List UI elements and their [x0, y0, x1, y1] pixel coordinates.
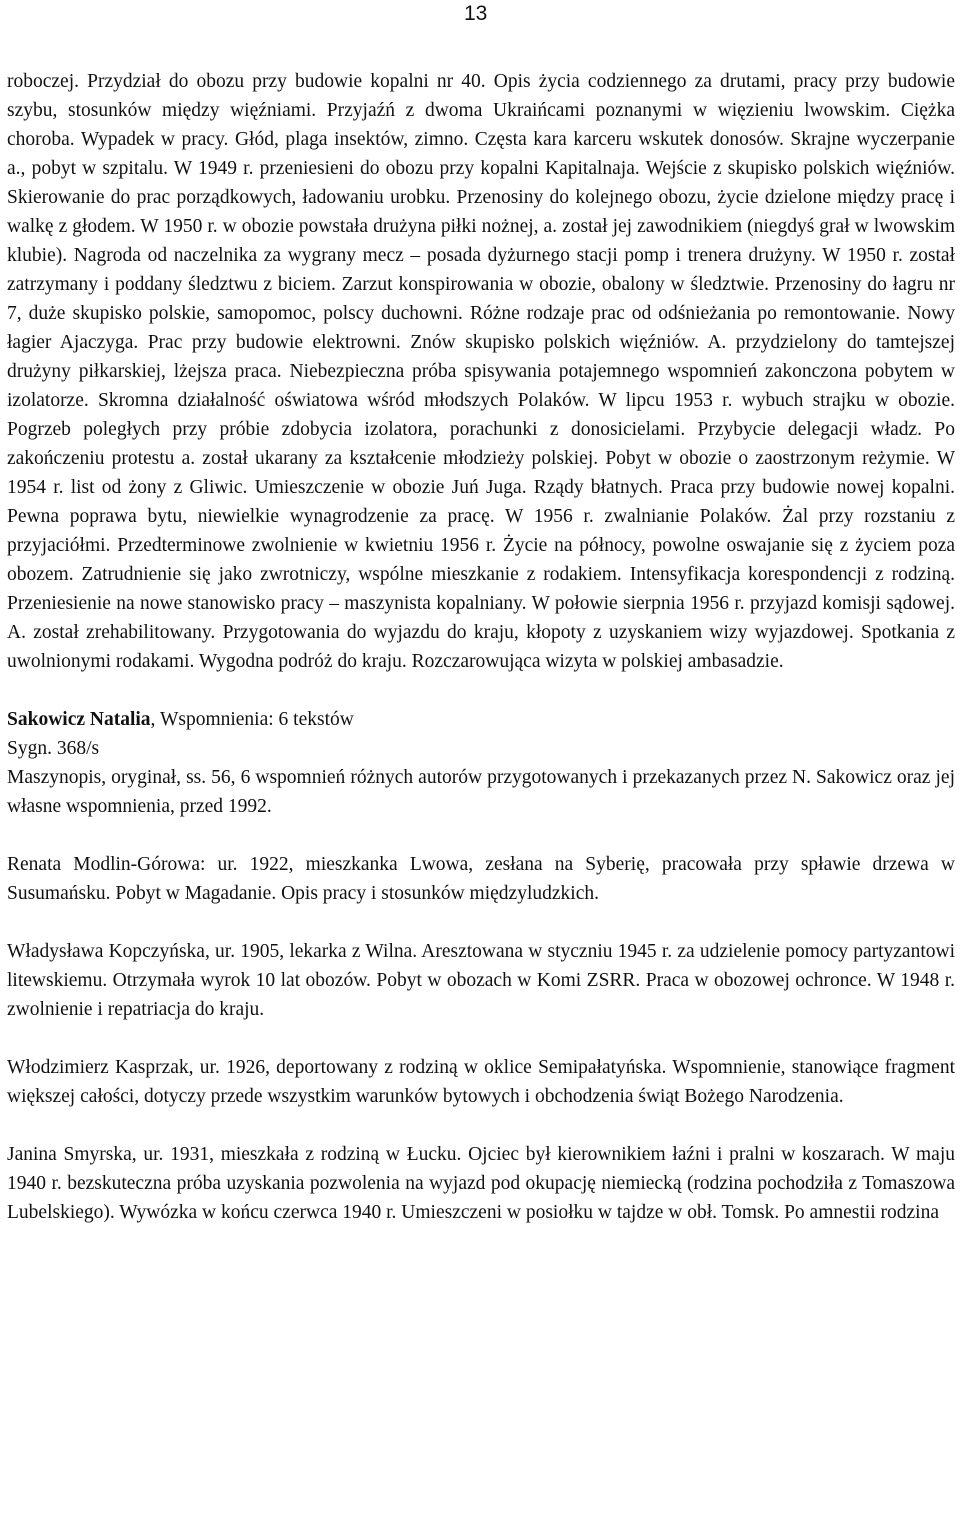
memoir-entry-kasprzak: Włodzimierz Kasprzak, ur. 1926, deportowany z rodziną w oklice Semipałatyńska. Wspomnienie, stanowiące fragment większej całości, dotyczy przede wszystkim warunków bytowych i obchodzenia świąt Bożego Narodzenia. [7, 1057, 955, 1107]
memoir-entry-modlin-gorowa: Renata Modlin-Górowa: ur. 1922, mieszkanka Lwowa, zesłana na Syberię, pracowała przy spławie drzewa w Susumańsku. Pobyt w Magadanie. Opis pracy i stosunków międzyludzkich. [7, 854, 955, 904]
memoir-entry-kopczynska: Władysława Kopczyńska, ur. 1905, lekarka z Wilna. Aresztowana w styczniu 1945 r. za udzielenie pomocy partyzantowi litewskiemu. Otrzymała wyrok 10 lat obozów. Pobyt w obozach w Komi ZSRR. Praca w obozowej ochronce. W 1948 r. zwolnienie i repatriacja do kraju. [7, 941, 955, 1020]
paragraph-gap [7, 1111, 955, 1140]
record-title: , Wspomnienia: 6 tekstów [150, 709, 354, 730]
document-body [7, 67, 955, 1227]
continuation-paragraph: roboczej. Przydział do obozu przy budowie kopalni nr 40. Opis życia codziennego za drutami, pracy przy budowie szybu, stosunków między więźniami. Przyjaźń z dwoma Ukraińcami poznanymi w więzieniu lwowskim. Ciężka choroba. Wypadek w pracy. Głód, plaga insektów, zimno. Częsta kara karceru wskutek donosów. Skrajne wyczerpanie a., pobyt w szpitalu. W 1949 r. przeniesieni do obozu przy kopalni Kapitalnaja. Wejście z skupisko polskich więźniów. Skierowanie do prac porządkowych, ładowaniu urobku. Przenosiny do kolejnego obozu, życie dzielone między pracę i walkę z głodem. W 1950 r. w obozie powstała drużyna piłki nożnej, a. został jej zawodnikiem (niegdyś grał w lwowskim klubie). Nagroda od naczelnika za wygrany mecz – posada dyżurnego stacji pomp i trenera drużyny. W 1950 r. został zatrzymany i poddany śledztwu z biciem. Zarzut konspirowania w obozie, obalony w śledztwie. Przenosiny do łagru nr 7, duże skupisko polskie, samopomoc, polscy duchowni. Różne rodzaje prac od odśnieżania po remontowanie. Nowy łagier Ajaczyga. Prac przy budowie elektrowni. Znów skupisko polskich więźniów. A. przydzielony do tamtejszej drużyny piłkarskiej, lżejsza praca. Niebezpieczna próba spisywania potajemnego wspomnień zakonczona pobytem w izolatorze. Skromna działalność oświatowa wśród młodszych Polaków. W lipcu 1953 r. wybuch strajku w obozie. Pogrzeb poległych przy próbie zdobycia izolatora, porachunki z donosicielami. Przybycie delegacji władz. Po zakończeniu protestu a. został ukarany za kształcenie młodzieży polskiej. Pobyt w obozie o zaostrzonym reżymie. W 1954 r. list od żony z Gliwic. Umieszczenie w obozie Juń Juga. Rządy błatnych. Praca przy budowie nowej kopalni. Pewna poprawa bytu, niewielkie wynagrodzenie za pracę. W 1956 r. zwalnianie Polaków. Żal przy rozstaniu z przyjaciółmi. Przedterminowe zwolnienie w kwietniu 1956 r. Życie na północy, powolne oswajanie się z życiem poza obozem. Zatrudnienie się jako zwrotniczy, wspólne mieszkanie z rodakiem. Intensyfikacja korespondencji z rodziną. Przeniesienie na nowe stanowisko pracy – maszynista kopalniany. W połowie sierpnia 1956 r. przyjazd komisji sądowej. A. został zrehabilitowany. Przygotowania do wyjazdu do kraju, kłopoty z uzyskaniem wizy wyjazdowej. Spotkania z uwolnionymi rodakami. Wygodna podróż do kraju. Rozczarowująca wizyta w polskiej ambasadzie. [7, 71, 955, 672]
paragraph-gap [7, 821, 955, 850]
record-description: Maszynopis, oryginał, ss. 56, 6 wspomnień różnych autorów przygotowanych i przekazanych przez N. Sakowicz oraz jej własne wspomnienia, przed 1992. [7, 767, 955, 817]
paragraph-gap [7, 1024, 955, 1053]
paragraph-gap [7, 676, 955, 705]
record-author: Sakowicz Natalia [7, 709, 151, 730]
record-heading [7, 705, 955, 734]
page-number: 13 [464, 2, 488, 25]
record-signature: Sygn. 368/s [7, 738, 100, 759]
paragraph-gap [7, 908, 955, 937]
memoir-entry-smyrska: Janina Smyrska, ur. 1931, mieszkała z rodziną w Łucku. Ojciec był kierownikiem łaźni i pralni w koszarach. W maju 1940 r. bezskuteczna próba uzyskania pozwolenia na wyjazd pod okupację niemiecką (rodzina pochodziła z Tomaszowa Lubelskiego). Wywózka w końcu czerwca 1940 r. Umieszczeni w posiołku w tajdze w obł. Tomsk. Po amnestii rodzina [7, 1144, 955, 1223]
